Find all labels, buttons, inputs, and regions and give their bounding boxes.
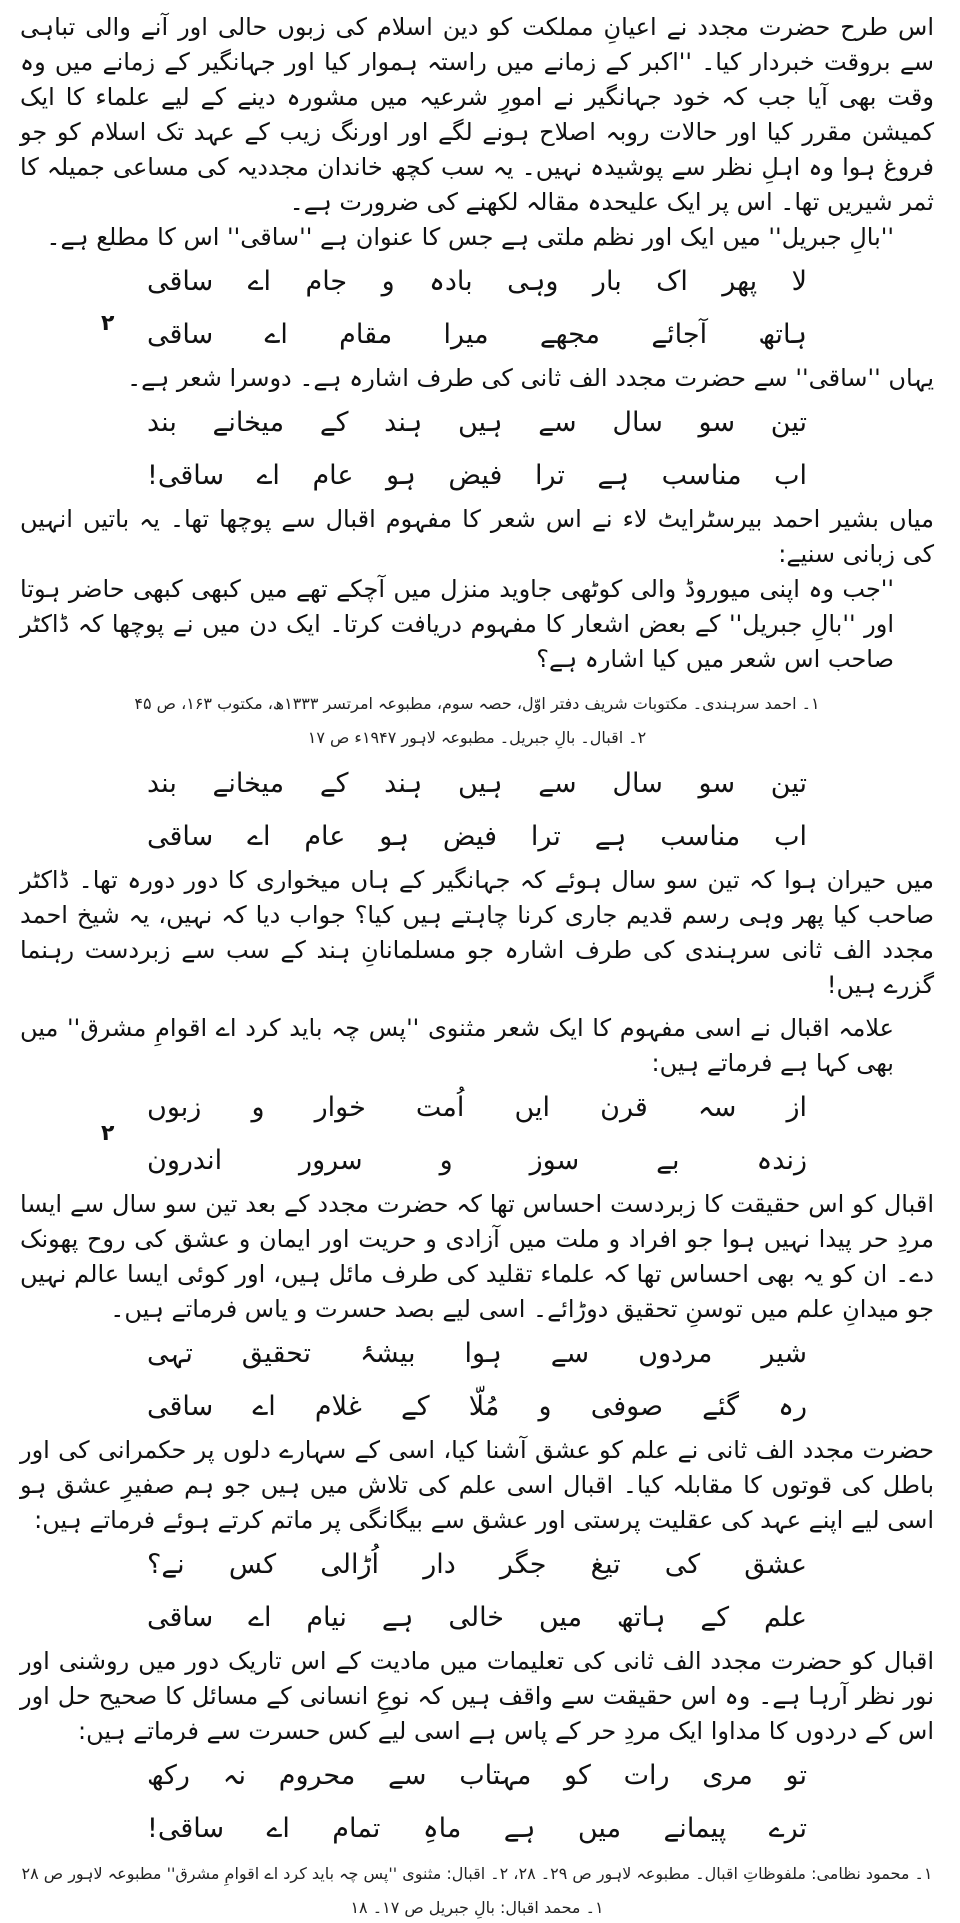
paragraph-9: حضرت مجدد الف ثانی نے علم کو عشق آشنا کیا، اسی کے سہارے دلوں پر حکمرانی کی اور باطل کی قوتوں کا مقابلہ کیا۔ اقبال اسی علم کی تلاش میں ہیں جو ہم صفیرِ عشق ہو اسی لیے اپنے عہد کی عقلیت پرستی اور عشق سے بیگانگی پر ماتم کرتے ہوئے فرماتے ہیں:: [20, 1436, 934, 1534]
verse-4-line-2: زندہ بے سوز و سرور اندرون: [147, 1145, 807, 1176]
verse-1-line-2: ہاتھ آجائے مجھے میرا مقام اے ساقی: [147, 319, 807, 350]
verse-5-line-2: رہ گئے صوفی و مُلّا کے غلام اے ساقی: [147, 1391, 807, 1422]
verse-3: [147, 757, 807, 863]
paragraph-8: اقبال کو اس حقیقت کا زبردست احساس تھا کہ حضرت مجدد کے بعد تین سو سال سے ایسا مردِ حر پیدا نہیں ہوا جو افراد و ملت میں آزادی و حریت اور ایمان و عشق کی روح پھونک دے۔ ان کو یہ بھی احساس تھا کہ علماء تقلید کی طرف مائل ہیں، اور کوئی ایسا عالم نہیں جو میدانِ علم میں توسنِ تحقیق دوڑائے۔ اسی لیے بصد حسرت و یاس فرماتے ہیں۔: [20, 1190, 934, 1323]
paragraph-4: میاں بشیر احمد بیرسٹرایٹ لاء نے اس شعر کا مفہوم اقبال سے پوچھا تھا۔ یہ باتیں انہیں کی زبانی سنیے:: [20, 505, 934, 568]
verse-1-footnote-marker: ۲: [101, 311, 115, 336]
verse-4-line-1: از سہ قرن ایں اُمت خوار و زبوں: [147, 1092, 807, 1123]
verse-3-line-1: تین سو سال سے ہیں ہند کے میخانے بند: [147, 768, 807, 799]
verse-2: [147, 396, 807, 502]
verse-1: [101, 255, 807, 361]
verse-2-line-1: تین سو سال سے ہیں ہند کے میخانے بند: [147, 407, 807, 438]
footnote-1: ۱۔ احمد سرہندی۔ مکتوبات شریف دفتر اوّل، حصہ سوم، مطبوعہ امرتسر ۱۳۳۳ھ، مکتوب ۱۶۳، ص ۴۵: [134, 694, 820, 713]
verse-4-footnote-marker: ۲: [101, 1121, 115, 1146]
verse-3-line-2: اب مناسب ہے ترا فیض ہو عام اے ساقی: [147, 821, 807, 852]
verse-7: [147, 1749, 807, 1855]
footnote-3: ۱۔ محمود نظامی: ملفوظاتِ اقبال۔ مطبوعہ لاہور ص ۲۹۔ ۲۸، ۲۔ اقبال: مثنوی ''پس چہ باید کرد اے اقوامِ مشرق'' مطبوعہ لاہور ص ۲۸: [21, 1864, 933, 1883]
footnote-2: ۲۔ اقبال۔ بالِ جبریل۔ مطبوعہ لاہور ۱۹۴۷ء ص ۱۷: [307, 728, 647, 747]
verse-6-line-2: علم کے ہاتھ میں خالی ہے نیام اے ساقی: [147, 1602, 807, 1633]
verse-4: [101, 1081, 807, 1187]
verse-7-line-1: تو مری رات کو مہتاب سے محروم نہ رکھ: [147, 1760, 807, 1791]
verse-1-line-1: لا پھر اک بار وہی بادہ و جام اے ساقی: [147, 266, 807, 297]
paragraph-10: اقبال کو حضرت مجدد الف ثانی کی تعلیمات میں مادیت کے اس تاریک دور میں روشنی اور نور نظر آرہا ہے۔ وہ اس حقیقت سے واقف ہیں کہ نوعِ انسانی کے مسائل کا صحیح حل اور اس کے دردوں کا مداوا ایک مردِ حر کے پاس ہے اسی لیے کس حسرت سے فرماتے ہیں:: [20, 1647, 934, 1745]
verse-6: [147, 1538, 807, 1644]
footnote-4: ۱۔ محمد اقبال: بالِ جبریل ص ۱۷۔ ۱۸: [350, 1898, 604, 1917]
verse-2-line-2: اب مناسب ہے ترا فیض ہو عام اے ساقی!: [147, 460, 807, 491]
paragraph-1: اس طرح حضرت مجدد نے اعیانِ مملکت کو دین اسلام کی زبوں حالی اور آنے والی تباہی سے بروقت خبردار کیا۔ ''اکبر کے زمانے میں راستہ ہموار کیا اور جہانگیر کے زمانے میں وہ وقت بھی آیا جب کہ خود جہانگیر نے امورِ شرعیہ میں مشورہ دینے کے لیے علماء کا ایک کمیشن مقرر کیا اور حالات روبہ اصلاح ہونے لگے اور اورنگ زیب کے عہد تک اسلام کو جو فروغ ہوا وہ اہلِ نظر سے پوشیدہ نہیں۔ یہ سب کچھ خاندان مجددیہ کی مساعی جمیلہ کا ثمر شیریں تھا۔ اس پر ایک علیحدہ مقالہ لکھنے کی ضرورت ہے۔: [20, 13, 934, 216]
paragraph-5-quote: ''جب وہ اپنی میوروڈ والی کوٹھی جاوید منزل میں آچکے تھے میں کبھی کبھی حاضر ہوتا اور ''بالِ جبریل'' کے بعض اشعار کا مفہوم دریافت کرتا۔ ایک دن میں نے پوچھا کہ ڈاکٹر صاحب اس شعر میں کیا اشارہ ہے؟: [20, 575, 894, 673]
paragraph-2: ''بالِ جبریل'' میں ایک اور نظم ملتی ہے جس کا عنوان ہے ''ساقی'' اس کا مطلع ہے۔: [46, 223, 894, 251]
paragraph-3: یہاں ''ساقی'' سے حضرت مجدد الف ثانی کی طرف اشارہ ہے۔ دوسرا شعر ہے۔: [127, 364, 934, 392]
verse-5: [147, 1327, 807, 1433]
verse-5-line-1: شیر مردوں سے ہوا بیشۂ تحقیق تہی: [147, 1338, 807, 1369]
verse-7-line-2: ترے پیمانے میں ہے ماہِ تمام اے ساقی!: [147, 1813, 807, 1844]
verse-6-line-1: عشق کی تیغ جگر دار اُڑالی کس نے؟: [147, 1549, 807, 1580]
paragraph-7: علامہ اقبال نے اسی مفہوم کا ایک شعر مثنوی ''پس چہ باید کرد اے اقوامِ مشرق'' میں بھی کہا ہے فرماتے ہیں:: [20, 1014, 894, 1077]
paragraph-6: میں حیران ہوا کہ تین سو سال ہوئے کہ جہانگیر کے ہاں میخواری کا دور دورہ تھا۔ ڈاکٹر صاحب کیا پھر وہی رسم قدیم جاری کرنا چاہتے ہیں کیا؟ جواب دیا کہ نہیں، یہ شیخ احمد مجدد الف ثانی سرہندی کی طرف اشارہ جو مسلمانانِ ہند کے سب سے زبردست رہنما گزرے ہیں!: [20, 866, 934, 999]
